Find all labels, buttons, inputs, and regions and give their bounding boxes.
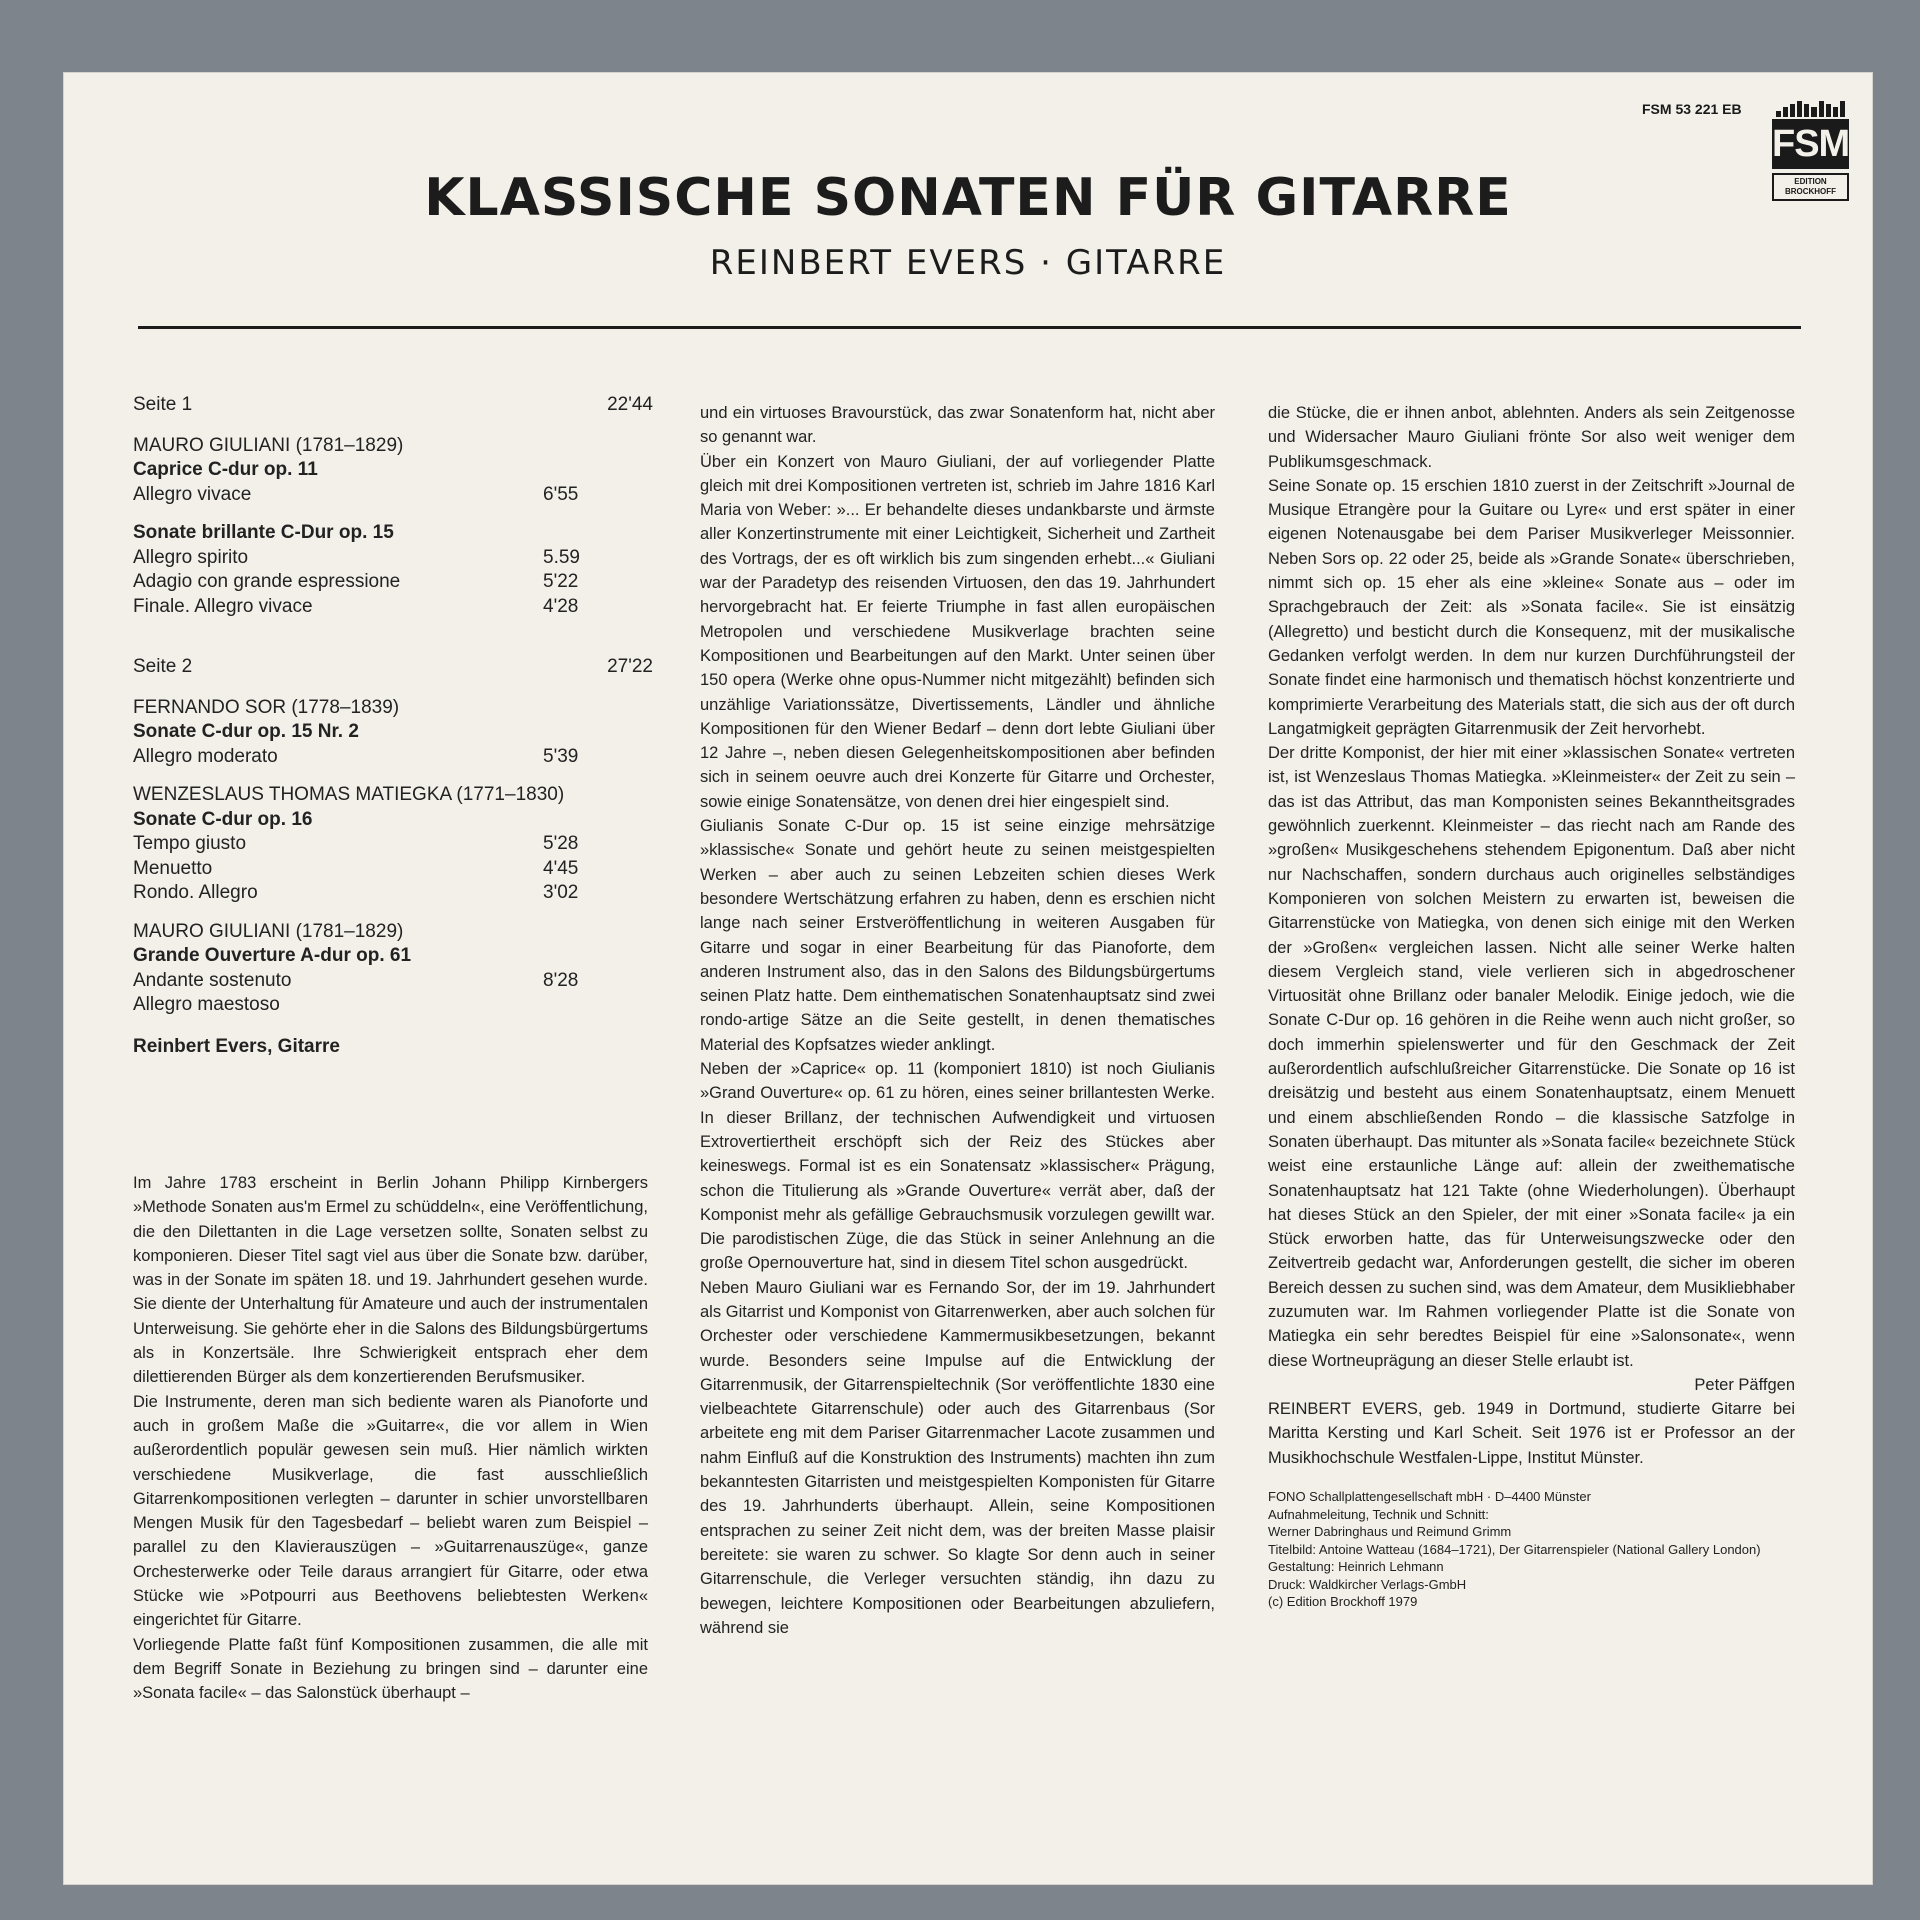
work-title: Sonate C-dur op. 15 Nr. 2 <box>133 721 359 742</box>
paragraph: die Stücke, die er ihnen anbot, ablehnten. Anders als sein Zeitgenosse und Widersacher Mauro Giuliani frönte Sor also weit weniger dem Publikumsgeschmack. <box>1268 404 1795 471</box>
movement-time: 5.59 <box>543 546 580 568</box>
paragraph: Seine Sonate op. 15 erschien 1810 zuerst in der Zeitschrift »Journal de Musique Etrangère pour la Guitare ou Lyre« und erst später in einer eigenen Notenausgabe bei dem Pariser Musikverleger Meissonnier. Neben Sors op. 22 oder 25, beide als »Grande Sonate« überschrieben, nimmt sich op. 15 eher als eine »kleine« Sonate aus – oder im Sprachgebrauch der Zeit: als »Sonata facile«. Sie ist einsätzig (Allegretto) und besticht durch die Konsequenz, mit der musikalische Gedanken verfolgt werden. In dem nur kurzen Durchführungsteil der Sonate findet eine harmonisch und thematisch höchst konzentrierte und komprimierte Verarbeitung des Materials statt, die sich aus der oft durch Langatmigkeit geprägten Gitarrenmusik der Zeit hervorhebt. <box>1268 476 1795 738</box>
paragraph: und ein virtuoses Bravourstück, das zwar Sonatenform hat, nicht aber so genannt war. <box>700 404 1215 447</box>
liner-notes-col-1 <box>133 1171 648 1706</box>
composer: MAURO GIULIANI (1781–1829) <box>133 434 404 456</box>
movement <box>133 483 653 508</box>
movement <box>133 857 653 882</box>
movement-name: Adagio con grande espressione <box>133 571 401 592</box>
side-2-header <box>133 655 653 680</box>
author-signature: Peter Päffgen <box>1694 1375 1795 1394</box>
credit-line: Aufnahmeleitung, Technik und Schnitt: <box>1268 1506 1489 1522</box>
paragraph: Vorliegende Platte faßt fünf Kompositionen zusammen, die alle mit dem Begriff Sonate in Beziehung zu bringen sind – darunter eine »Sonata facile« – das Salonstück überhaupt – <box>133 1635 648 1703</box>
movement-name: Rondo. Allegro <box>133 882 258 903</box>
movement <box>133 570 653 595</box>
movement-name: Allegro maestoso <box>133 994 280 1015</box>
credit-line: Werner Dabringhaus und Reimund Grimm <box>1268 1524 1512 1540</box>
movement-name: Menuetto <box>133 857 213 879</box>
movement-time: 6'55 <box>543 483 579 505</box>
paragraph: Neben der »Caprice« op. 11 (komponiert 1810) ist noch Giulianis »Grand Ouverture« op. 61 zu hören, eines seiner brillantesten Werke. In dieser Brillanz, der technischen Aufwendigkeit und virtuosen Extrovertiertheit erschöpft sich der Reiz des Stückes aber keineswegs. Formal ist es ein Sonatensatz »klassischer« Prägung, schon die Titulierung als »Grande Ouverture« verrät aber, daß der Komponist mehr als gefällige Gebrauchsmusik vorzulegen gewillt war. Die parodistischen Züge, die das Stück in seiner Anlehnung an die große Opernouverture hat, sind in diesem Titel schon ausgedrückt. <box>700 1060 1215 1273</box>
work-title: Grande Ouverture A-dur op. 61 <box>133 945 412 966</box>
header-divider <box>138 326 1801 329</box>
liner-notes-col-3 <box>1268 401 1795 1611</box>
catalog-number: FSM 53 221 EB <box>1642 101 1742 117</box>
credit-line: FONO Schallplattengesellschaft mbH · D–4400 Münster <box>1268 1489 1591 1505</box>
logo-text: FSM <box>1772 119 1849 169</box>
side-1-header <box>133 393 653 418</box>
album-subtitle: REINBERT EVERS · GITARRE <box>709 243 1227 283</box>
movement-time: 5'39 <box>543 745 579 767</box>
movement-name: Allegro vivace <box>133 483 252 505</box>
liner-notes-col-2 <box>700 401 1215 1640</box>
movement-time: 8'28 <box>543 969 579 991</box>
production-credits <box>1268 1488 1795 1611</box>
credit-line: Druck: Waldkircher Verlags-GmbH <box>1268 1576 1467 1592</box>
paragraph: Giulianis Sonate C-Dur op. 15 ist seine einzige mehrsätzige »klassische« Sonate und gehört heute zu seinen meistgespielten Werken – aber auch zu seinen Lebzeiten schien dieses Werk besondere Wertschätzung erfahren zu haben, denn es erschien nicht lange nach seiner Erstveröffentlichung in weiteren Ausgaben für Gitarre und sogar in einer Bearbeitung für das Pianoforte, dem anderen Instrument also, das in den Salons des Bildungsbürgertums seinen Platz hatte. Dem einthematischen Sonatenhauptsatz sind zwei rondo-artige Sätze an die Seite gestellt, in denen thematisches Material des Kopfsatzes wieder anklingt. <box>700 817 1215 1054</box>
movement-name: Allegro moderato <box>133 745 278 767</box>
credit-line: Titelbild: Antoine Watteau (1684–1721), Der Gitarrenspieler (National Gallery London) <box>1268 1541 1761 1557</box>
performer-credit: Reinbert Evers, Gitarre <box>133 1035 340 1057</box>
movement-name: Tempo giusto <box>133 833 247 854</box>
side-label: Seite 1 <box>133 394 193 415</box>
credit-line: Gestaltung: Heinrich Lehmann <box>1268 1559 1444 1575</box>
work-title: Sonate C-dur op. 16 <box>133 808 313 830</box>
record-jacket-back <box>64 73 1872 1884</box>
side-time: 22'44 <box>607 394 653 415</box>
movement-time <box>543 993 653 1018</box>
movement-time: 5'22 <box>543 571 579 592</box>
logo-edition: EDITION BROCKHOFF <box>1772 173 1849 201</box>
movement <box>133 881 653 906</box>
tracklist <box>133 393 653 1058</box>
movement <box>133 993 653 1018</box>
side-label: Seite 2 <box>133 656 193 677</box>
paragraph: Im Jahre 1783 erscheint in Berlin Johann Philipp Kirnbergers »Methode Sonaten aus'm Ermel zu schüddeln«, eine Veröffentlichung, die den Dilettanten in die Lage versetzen sollte, Sonaten selbst zu komponieren. Dieser Titel sagt viel aus über die Sonate bzw. darüber, was in der Sonate im späten 18. und 19. Jahrhundert gesehen wurde. Sie diente der Unterhaltung für Amateure und auch der instrumentalen Unterweisung. Sie gehörte eher in die Salons des Bildungsbürgertums als in Konzertsäle. Ihre Schwierigkeit entsprach eher dem dilettierenden Bürger als dem konzertierenden Berufsmusiker. <box>133 1174 648 1387</box>
movement <box>133 832 653 857</box>
movement <box>133 969 653 994</box>
paragraph: Neben Mauro Giuliani war es Fernando Sor, der im 19. Jahrhundert als Gitarrist und Komponist von Gitarrenwerken, aber auch solchen für Orchester oder verschiedene Kammermusikbesetzungen, bekannt wurde. Besonders seine Impulse auf die Entwicklung der Gitarrenmusik, der Gitarrenspieltechnik (Sor veröffentlichte 1830 eine vielbeachtete Gitarrenschule) oder auch des Gitarrenbaus (Sor arbeitete eng mit dem Pariser Gitarrenmacher Lacote zusammen und nahm Einfluß auf die Konstruktion des Instruments) machten ihn zum bekanntesten Gitarristen und meistgespielten Komponisten für Gitarre des 19. Jahrhunderts überhaupt. Allein, seine Kompositionen entsprachen zu seiner Zeit nicht dem, was der breiten Masse plaisir bereitete: sie waren zu schwer. So klagte Sor denn auch in seiner Gitarrenschule, die Verleger versuchten ständig, ihn dazu zu bewegen, leichtere Kompositionen oder Bearbeitungen abzuliefern, während sie <box>700 1278 1215 1637</box>
movement <box>133 745 653 770</box>
composer: FERNANDO SOR (1778–1839) <box>133 696 400 718</box>
movement-time: 3'02 <box>543 882 579 903</box>
movement-name: Andante sostenuto <box>133 969 292 991</box>
movement-name: Finale. Allegro vivace <box>133 595 313 617</box>
work-title: Caprice C-dur op. 11 <box>133 459 318 480</box>
performer-bio: REINBERT EVERS, geb. 1949 in Dortmund, studierte Gitarre bei Maritta Kersting und Karl Scheit. Seit 1976 ist er Professor an der Musikhochschule Westfalen-Lippe, Institut Münster. <box>1268 1400 1795 1467</box>
composer: WENZESLAUS THOMAS MATIEGKA (1771–1830) <box>133 784 565 805</box>
paragraph: Die Instrumente, deren man sich bediente waren als Pianoforte und auch in großem Maße die »Guitarre«, die vor allem in Wien außerordentlich populär gewesen sein muß. Hier nämlich wirkten verschiedene Musikverlage, die fast ausschließlich Gitarrenkompositionen verlegten – darunter in schier unvorstellbaren Mengen Musik für den Tagesbedarf – beliebt waren zum Beispiel – parallel zu den Klavierauszügen – »Guitarrenauszüge«, ganze Orchesterwerke oder Teile daraus arrangiert für Gitarre, oder etwa Stücke wie »Potpourri aus Beethovens beliebtesten Werken« eingerichtet für Gitarre. <box>133 1392 648 1630</box>
credit-line: (c) Edition Brockhoff 1979 <box>1268 1594 1418 1610</box>
paragraph: Über ein Konzert von Mauro Giuliani, der auf vorliegender Platte gleich mit drei Kompositionen vertreten ist, schrieb im Jahre 1816 Karl Maria von Weber: »... Er behandelte dieses undankbarste und ärmste aller Konzertinstrumente mit einer Leichtigkeit, Sicherheit und Zartheit des Vortrags, der es oft wirklich bis zum singenden erhebt...« Giuliani war der Paradetyp des reisenden Virtuosen, den das 19. Jahrhundert hervorgebracht hat. Er feierte Triumphe in fast allen europäischen Metropolen und verschiedene Musikverlage brachten seine Kompositionen und Bearbeitungen auf den Markt. Unter seinen über 150 opera (Werke ohne opus-Nummer nicht mitgezählt) befinden sich unzählige Variationssätze, Divertissements, Ländler und ähnliche Kompositionen für den Wiener Bedarf – denn dort lebte Giuliani über 12 Jahre –, neben diesen Gelegenheitskompositionen aber befinden sich in seinem oeuvre auch drei Konzerte für Gitarre und Orchester, sowie einige Sonatensätze, von denen drei hier eingespielt sind. <box>700 452 1215 811</box>
work-title: Sonate brillante C-Dur op. 15 <box>133 522 394 543</box>
logo-bars <box>1772 101 1849 117</box>
movement <box>133 546 653 571</box>
movement-name: Allegro spirito <box>133 546 249 568</box>
album-title: KLASSISCHE SONATEN FÜR GITARRE <box>424 168 1512 228</box>
movement <box>133 595 653 620</box>
paragraph: Der dritte Komponist, der hier mit einer »klassischen Sonate« vertreten ist, ist Wenzeslaus Thomas Matiegka. »Kleinmeister« der Zeit zu sein – das ist das Attribut, das man Komponisten seines Bekanntheitsgrades gewöhnlich zuerkennt. Kleinmeister – das riecht nach am Rande des »großen« Musikgeschehens stehendem Epigonentum. Daß aber nicht nur Nachschaffen, sondern durchaus auch originelles selbständiges Komponieren von solchen Meistern zu erwarten ist, beweisen die Gitarrenstücke von Matiegka, von denen sich einige mit den Werken der »Großen« vergleichen lassen. Nicht alle seiner Werke halten diesem Vergleich stand, viele verlieren sich in abgedroschener Virtuosität ohne Brillanz oder banaler Melodik. Einige jedoch, wie die Sonate C-Dur op. 16 gehören in die Reihe wenn auch nicht großer, so doch immerhin spielenswerter und für den Geschmack der Zeit außerordentlich aufschlußreicher Gitarrenstücke. Die Sonate op 16 ist dreisätzig und besteht aus einem Sonatenhauptsatz, einem Menuett und einem abschließenden Rondo – die klassische Satzfolge in Sonaten überhaupt. Das mitunter als »Sonata facile« bezeichnete Stück weist eine erstaunliche Länge auf: allein der zweithematische Sonatenhauptsatz hat 121 Takte (ohne Wiederholungen). Überhaupt hat dieses Stück an den Spieler, der mit einer »Sonata facile« ja ein Stück erworben hatte, das für Unterweisungszwecke oder den Zeitvertreib gedacht war, Anforderungen gestellt, die sicher im oberen Bereich dessen zu suchen sind, was dem Amateur, dem Musikliebhaber zuzumuten war. Im Rahmen vorliegender Platte ist die Sonate von Matiegka ein sehr beredtes Beispiel für eine »Salonsonate«, wenn diese Wortneuprägung an dieser Stelle erlaubt ist. <box>1268 744 1795 1370</box>
side-time: 27'22 <box>607 656 653 677</box>
composer: MAURO GIULIANI (1781–1829) <box>133 920 404 942</box>
movement-time: 4'28 <box>543 595 579 617</box>
movement-time: 4'45 <box>543 857 579 879</box>
movement-time: 5'28 <box>543 833 579 854</box>
